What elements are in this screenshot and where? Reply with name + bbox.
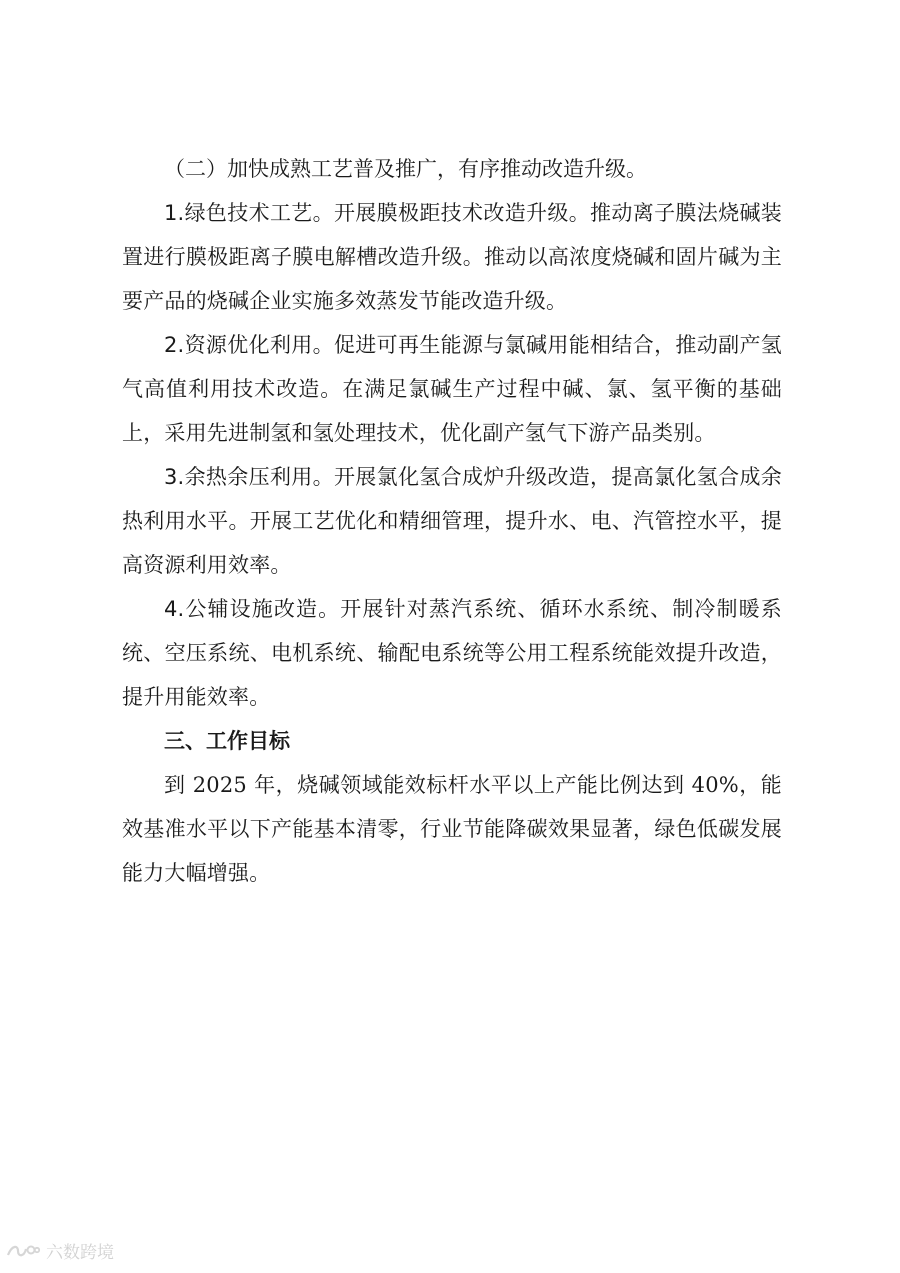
section-heading: 三、工作目标 — [164, 729, 290, 753]
logo-icon — [6, 1241, 40, 1261]
item-waste-heat — [122, 455, 782, 587]
item-text: 。开展膜极距技术改造升级。推动离子膜法烧碱装置进行膜极距离子膜电解槽改造升级。推动以高浓度烧碱和固片碱为主要产品的烧碱企业实施多效蒸发节能改造升级。 — [122, 201, 782, 313]
item-text: 。开展针对蒸汽系统、循环水系统、制冷制暖系统、空压系统、电机系统、输配电系统等公用工程系统能效提升改造，提升用能效率。 — [122, 597, 783, 709]
item-text: 。促进可再生能源与氯碱用能相结合，推动副产氢气高值利用技术改造。在满足氯碱生产过程中碱、氯、氢平衡的基础上，采用先进制氢和氢处理技术，优化副产氢气下游产品类别。 — [122, 333, 782, 445]
watermark — [6, 1238, 114, 1263]
document-body — [122, 147, 782, 895]
item-technology — [122, 191, 782, 323]
item-text: 。开展氯化氢合成炉升级改造，提高氯化氢合成余热利用水平。开展工艺优化和精细管理，提升水、电、汽管控水平，提高资源利用效率。 — [122, 465, 782, 577]
item-lead: 1.绿色技术工艺 — [164, 201, 313, 225]
section-body: 到 2025 年，烧碱领域能效标杆水平以上产能比例达到 40%，能效基准水平以下产能基本清零，行业节能降碳效果显著，绿色低碳发展能力大幅增强。 — [122, 773, 782, 885]
item-lead: 4.公辅设施改造 — [164, 597, 319, 621]
item-lead: 3.余热余压利用 — [164, 465, 313, 489]
subsection-heading: （二）加快成熟工艺普及推广，有序推动改造升级。 — [164, 157, 647, 181]
item-facilities — [122, 587, 782, 719]
watermark-text: 六数跨境 — [46, 1243, 114, 1263]
item-resource — [122, 323, 782, 455]
item-lead: 2.资源优化利用 — [164, 333, 313, 357]
